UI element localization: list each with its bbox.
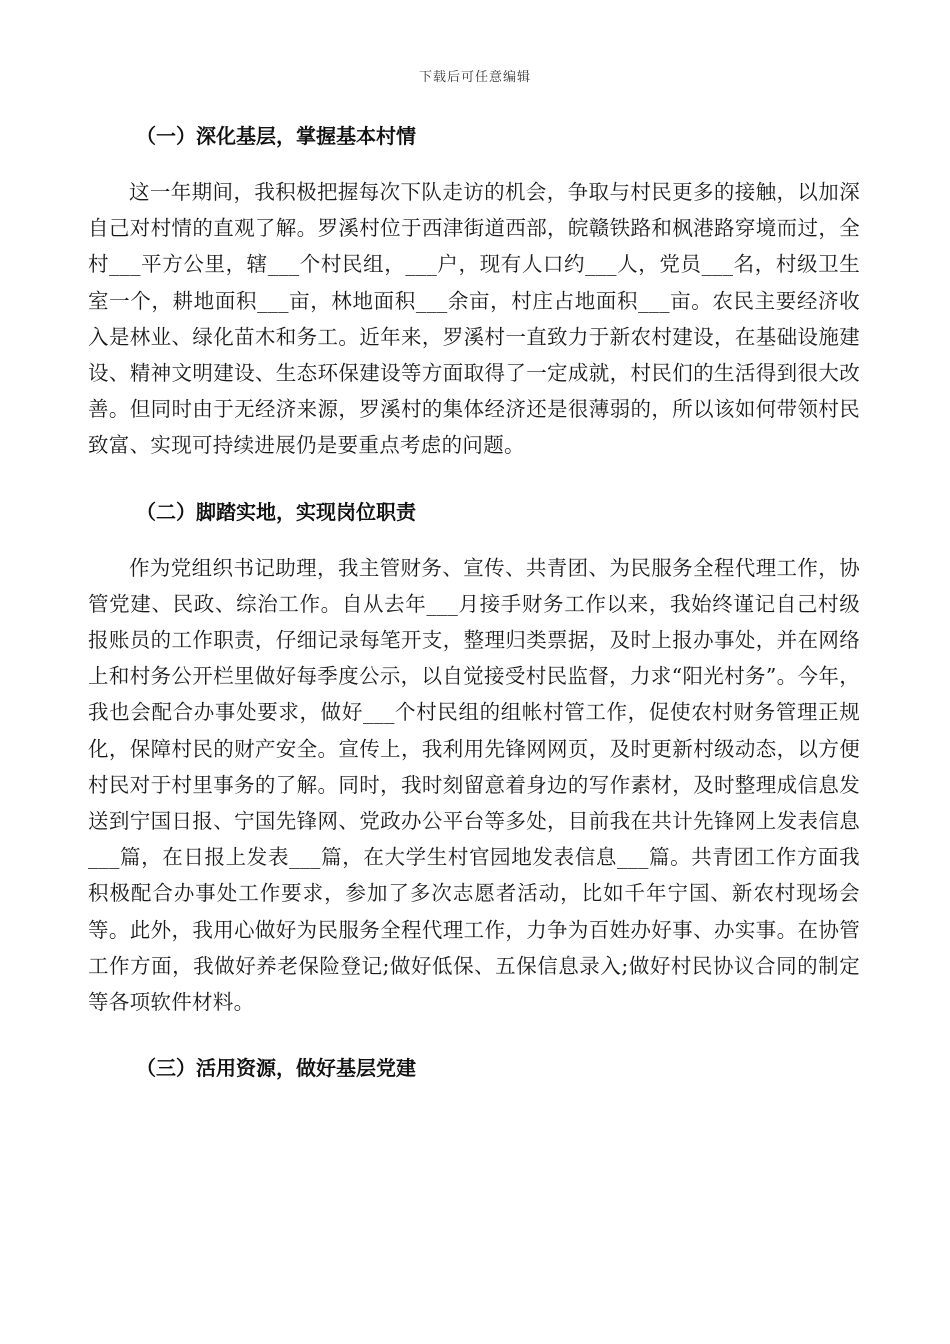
section-heading-1: （一）深化基层，掌握基本村情 xyxy=(136,124,416,148)
section-heading-2: （二）脚踏实地，实现岗位职责 xyxy=(136,499,416,524)
document-body xyxy=(88,118,860,1086)
section-paragraph-1: 这一年期间，我积极把握每次下队走访的机会，争取与村民更多的接触，以加深自己对村情的直观了解。罗溪村位于西津街道西部，皖赣铁路和枫港路穿境而过，全村___平方公里，辖___个村民组，___户，现有人口约___人，党员___名，村级卫生室一个，耕地面积___亩，林地面积___余亩，村庄占地面积___亩。农民主要经济收入是林业、绿化苗木和务工。近年来，罗溪村一直致力于新农村建设，在基础设施建设、精神文明建设、生态环保建设等方面取得了一定成就，村民们的生活得到很大改善。但同时由于无经济来源，罗溪村的集体经济还是很薄弱的，所以该如何带领村民致富、实现可持续进展仍是要重点考虑的问题。 xyxy=(88,180,860,458)
section-paragraph-2: 作为党组织书记助理，我主管财务、宣传、共青团、为民服务全程代理工作，协管党建、民政、综治工作。自从去年___月接手财务工作以来，我始终谨记自己村级报账员的工作职责，仔细记录每笔开支，整理归类票据，及时上报办事处，并在网络上和村务公开栏里做好每季度公示，以自觉接受村民监督，力求“阳光村务”。今年，我也会配合办事处要求，做好___个村民组的组帐村管工作，促使农村财务管理正规化，保障村民的财产安全。宣传上，我利用先锋网网页，及时更新村级动态，以方便村民对于村里事务的了解。同时，我时刻留意着身边的写作素材，及时整理成信息发送到宁国日报、宁国先锋网、党政办公平台等多处，目前我在共计先锋网上发表信息___篇，在日报上发表___篇，在大学生村官园地发表信息___篇。共青团工作方面我积极配合办事处工作要求，参加了多次志愿者活动，比如千年宁国、新农村现场会等。此外，我用心做好为民服务全程代理工作，力争为百姓办好事、办实事。在协管工作方面，我做好养老保险登记;做好低保、五保信息录入;做好村民协议合同的制定等各项软件材料。 xyxy=(88,555,860,1015)
section-heading-3: （三）活用资源，做好基层党建 xyxy=(136,1056,416,1081)
header-note: 下载后可任意编辑 xyxy=(418,70,531,85)
